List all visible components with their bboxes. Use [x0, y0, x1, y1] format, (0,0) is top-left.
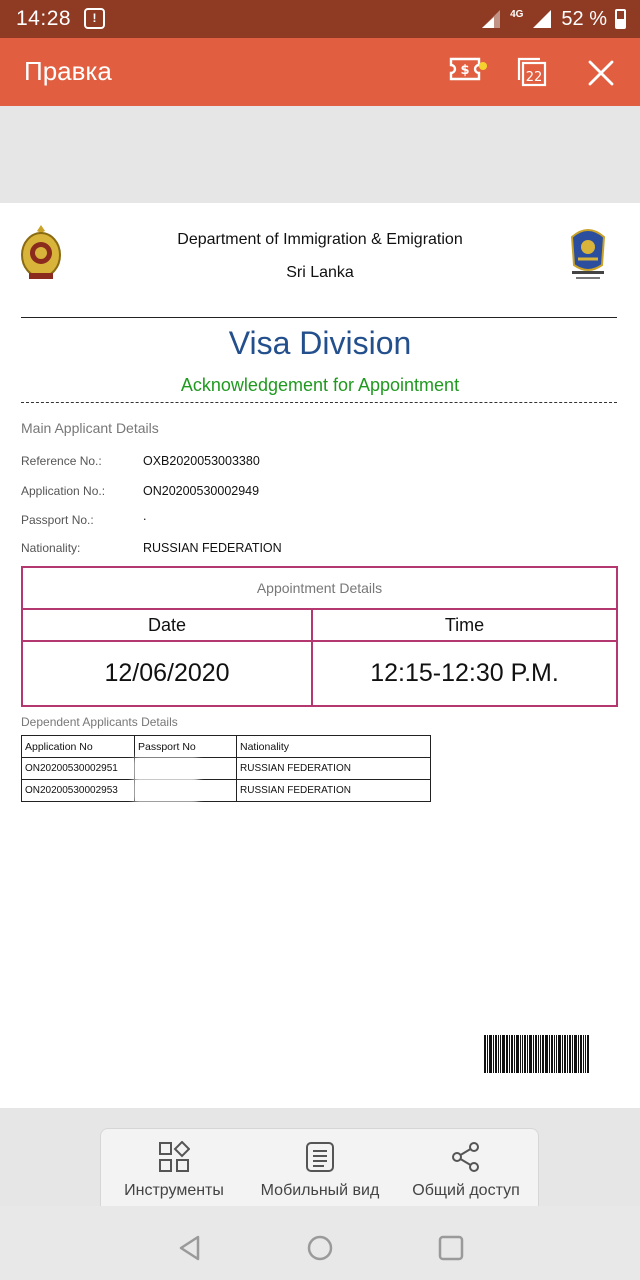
status-bar [0, 0, 640, 38]
department-name: Department of Immigration & Emigration [177, 231, 463, 248]
share-icon [450, 1141, 482, 1173]
share-button[interactable] [393, 1129, 539, 1207]
status-time: 14:28 [16, 7, 72, 30]
home-icon[interactable] [306, 1234, 334, 1262]
dependent-nationality: RUSSIAN FEDERATION [237, 758, 431, 780]
header-nationality: Nationality [237, 736, 431, 758]
passport-value: . [143, 509, 147, 523]
tools-label: Инструменты [124, 1182, 224, 1199]
tools-grid-icon [158, 1141, 190, 1173]
notification-dot [479, 62, 487, 70]
reference-label: Reference No.: [21, 454, 102, 468]
table-row [22, 758, 431, 780]
pages-count: 22 [525, 70, 543, 85]
application-label: Application No.: [21, 484, 106, 498]
app-title: Правка [24, 56, 112, 86]
signal-icon [480, 9, 502, 29]
appointment-date: 12/06/2020 [23, 642, 313, 705]
time-column-heading: Time [313, 610, 616, 642]
status-indicators [480, 6, 626, 32]
acknowledgement-title: Acknowledgement for Appointment [180, 375, 460, 395]
header-divider [21, 317, 617, 318]
dependent-nationality: RUSSIAN FEDERATION [237, 780, 431, 802]
dependents-table [21, 735, 431, 802]
dependent-application-no: ON20200530002951 [22, 758, 135, 780]
tools-button[interactable] [101, 1129, 247, 1207]
money-badge-icon[interactable] [448, 56, 482, 82]
dependent-passport-no-redacted [135, 780, 237, 802]
country-name: Sri Lanka [286, 264, 354, 281]
barcode [484, 1035, 610, 1073]
notification-app-icon: ! [84, 8, 105, 29]
application-value: ON20200530002949 [143, 484, 260, 498]
header-passport-no: Passport No [135, 736, 237, 758]
pages-icon[interactable] [516, 56, 548, 88]
document-top-margin [0, 106, 640, 203]
appointment-time: 12:15-12:30 P.M. [370, 659, 559, 687]
recent-apps-icon[interactable] [438, 1235, 464, 1261]
share-label: Общий доступ [412, 1182, 520, 1199]
main-applicant-heading: Main Applicant Details [21, 420, 159, 436]
dashed-divider [21, 402, 617, 403]
document-page[interactable] [0, 203, 640, 1108]
battery-icon [615, 9, 626, 29]
svg-text:$: $ [460, 63, 470, 78]
mobile-view-label: Мобильный вид [260, 1182, 380, 1199]
visa-division-title: Visa Division [228, 325, 412, 361]
signal-roaming-icon [531, 9, 553, 29]
table-header-row [22, 736, 431, 758]
nationality-value: RUSSIAN FEDERATION [143, 541, 282, 555]
app-bar [0, 38, 640, 106]
date-column-heading: Date [23, 610, 313, 642]
system-nav-bar [0, 1206, 640, 1280]
table-row [22, 780, 431, 802]
battery-percent: 52 % [561, 7, 607, 30]
dependent-passport-no-redacted [135, 758, 237, 780]
dependent-application-no: ON20200530002953 [22, 780, 135, 802]
mobile-view-button[interactable] [247, 1129, 393, 1207]
appointment-details-box [21, 566, 618, 707]
back-icon[interactable] [176, 1234, 204, 1262]
passport-label: Passport No.: [21, 513, 94, 527]
reference-value: OXB2020053003380 [143, 454, 260, 468]
header-application-no: Application No [22, 736, 135, 758]
immigration-crest-icon [566, 225, 610, 283]
nationality-label: Nationality: [21, 541, 81, 555]
bottom-toolbar [100, 1128, 539, 1206]
network-type: 4G [510, 8, 524, 20]
mobile-view-icon [304, 1141, 336, 1173]
appointment-details-heading: Appointment Details [23, 568, 616, 610]
dependent-applicants-heading: Dependent Applicants Details [21, 715, 178, 729]
close-icon[interactable] [587, 59, 615, 87]
